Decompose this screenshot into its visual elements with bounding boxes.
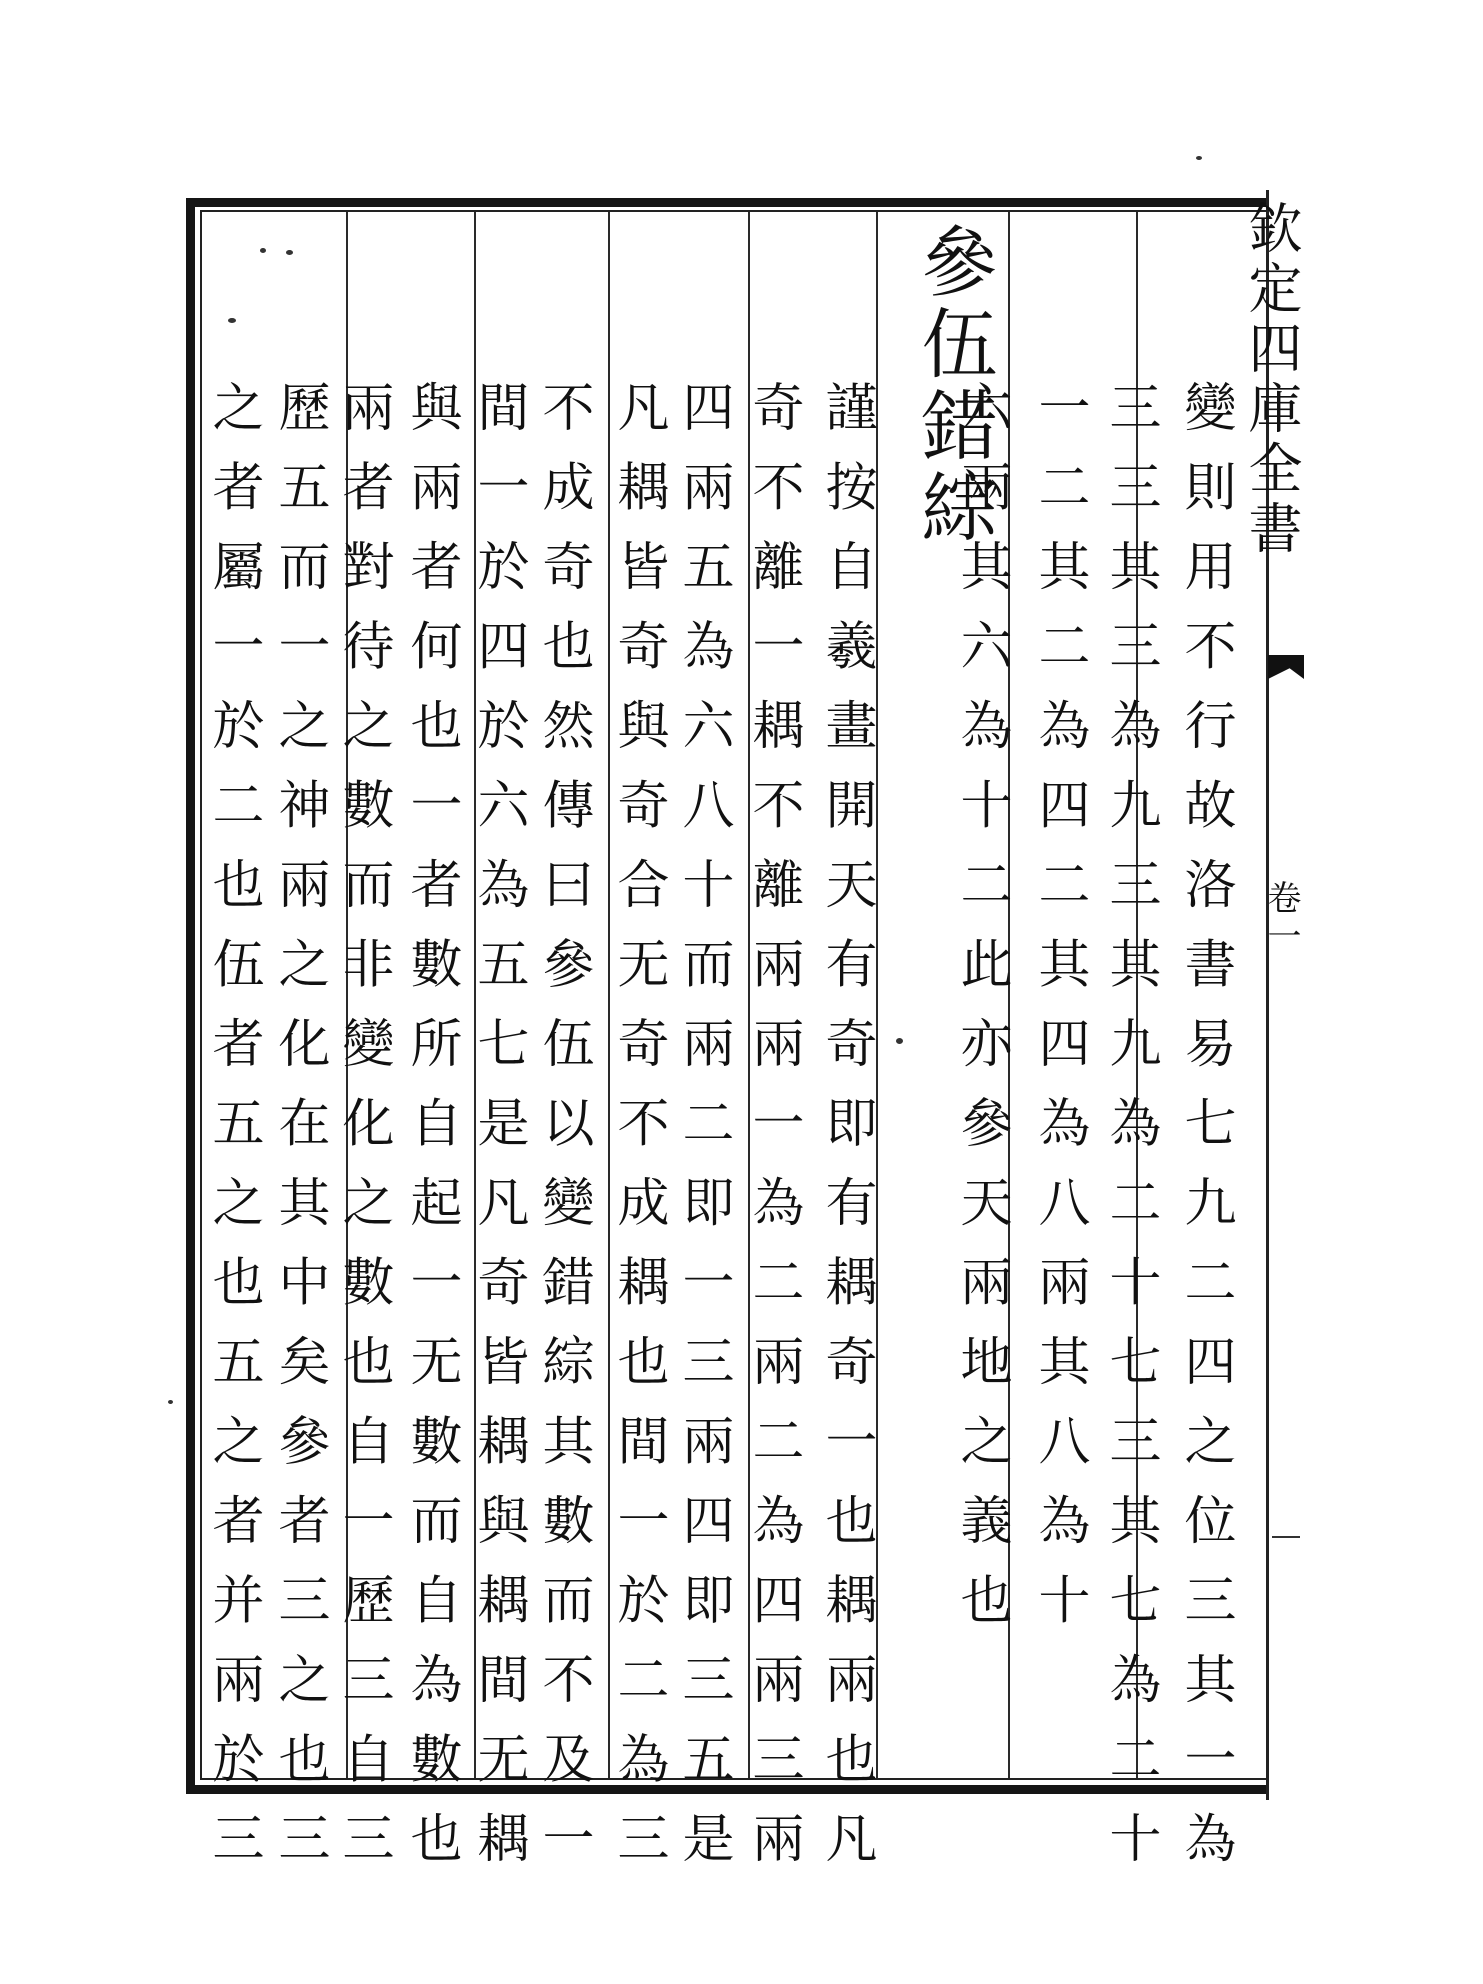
text-column: 變則用不行故洛書易七九二四之位三其一為 <box>1175 380 1235 1891</box>
section-heading: 參伍錯綜 <box>909 222 998 550</box>
scan-speck <box>286 250 293 255</box>
text-column: 不成奇也然傳曰參伍以變錯綜其數而不及一 <box>533 380 593 1891</box>
text-column: 三三其三為九三其九為二十七三其七為二十 <box>1100 380 1160 1891</box>
text-column: 歷五而一之神兩之化在其中矣參者三之也三 <box>269 380 329 1891</box>
text-column: 兩者對待之數而非變化之數也自一歷三自三 <box>333 380 393 1891</box>
text-column: 一二其二為四二其四為八兩其八為十 <box>1029 380 1089 1652</box>
scan-speck <box>168 1400 173 1404</box>
scan-speck <box>228 318 236 323</box>
text-column: 與兩者何也一者數所自起一无數而自為數也 <box>401 380 461 1891</box>
text-column: 六兩其六為十二此亦參天兩地之義也 <box>951 380 1011 1652</box>
book-title: 欽定四庫全書 <box>1240 200 1303 560</box>
text-column: 四兩五為六八十而兩二即一三兩四即三五是 <box>673 380 733 1891</box>
text-column: 奇不離一耦不離兩兩一為二兩二為四兩三兩 <box>743 380 803 1891</box>
volume-number: 卷一 <box>1261 880 1301 956</box>
text-column: 凡耦皆奇與奇合无奇不成耦也間一於二為三 <box>608 380 668 1891</box>
text-column: 謹按自羲畫開天有奇即有耦奇一也耦兩也凡 <box>816 380 876 1891</box>
text-column: 之者屬一於二也伍者五之也五之者并兩於三 <box>203 380 263 1891</box>
scan-speck <box>260 248 266 253</box>
text-column: 間一於四於六為五七是凡奇皆耦與耦間无耦 <box>468 380 528 1891</box>
scan-speck <box>1196 156 1202 160</box>
scan-speck <box>1272 1536 1300 1538</box>
scan-speck <box>896 1038 903 1044</box>
